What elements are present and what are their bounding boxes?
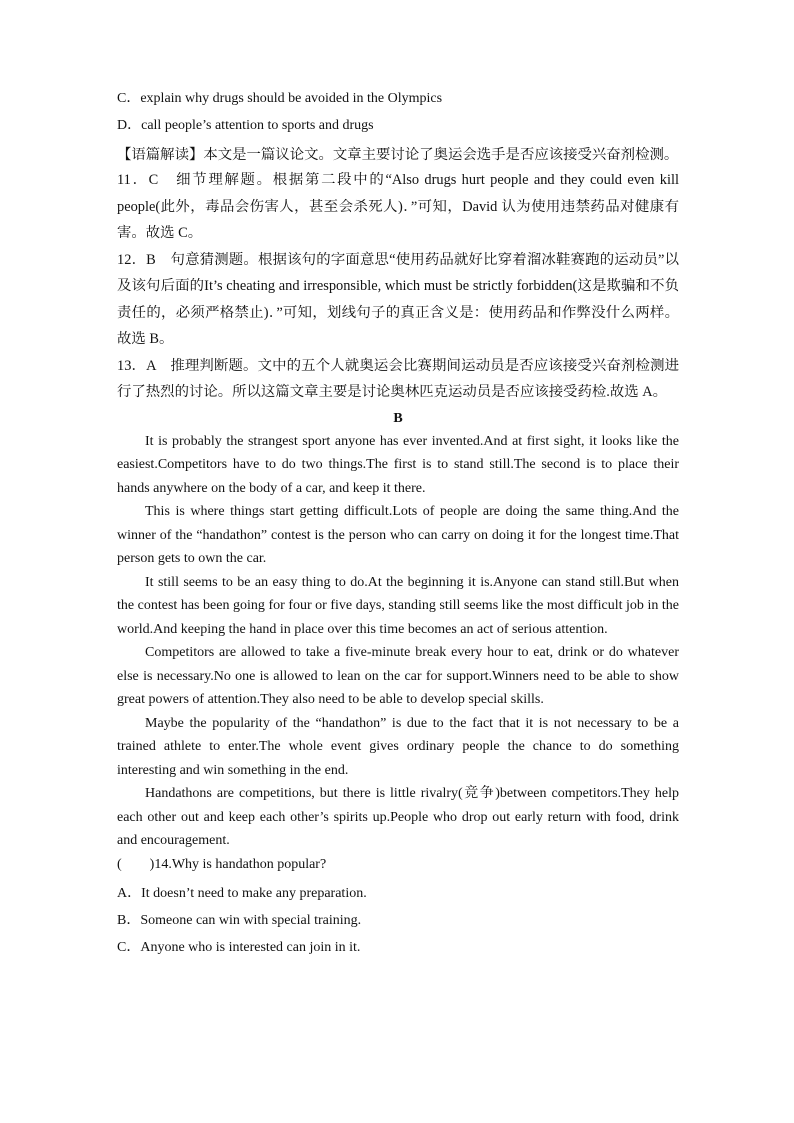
option-d-prev: D．call people’s attention to sports and drugs [117,118,374,133]
analysis-q12: 12．B 句意猜测题。根据该句的字面意思“使用药品就好比穿着溜冰鞋赛跑的运动员”以及该句后面的It’s cheating and irresponsible, which must be strictly forbidden(这是欺骗和不负责任的，必须严格禁止)．”可知，划线句子的真正含义是：使用药品和作弊没什么两样。故选 B。 [117,251,679,347]
question-14-option-b: B．Someone can win with special training. [117,912,362,928]
analysis-intro: 【语篇解读】本文是一篇议论文。文章主要讨论了奥运会选手是否应该接受兴奋剂检测。 [117,147,679,163]
analysis-q13: 13．A 推理判断题。文中的五个人就奥运会比赛期间运动员是否应该接受兴奋剂检测进行了热烈的讨论。所以这篇文章主要是讨论奥林匹克运动员是否应该接受药检.故选 A。 [117,357,679,400]
section-title: B [393,410,403,426]
question-14-option-a: A．It doesn’t need to make any preparation. [117,885,367,901]
question-14-option-c: C．Anyone who is interested can join in it. [117,939,361,955]
document-page [117,92,679,961]
passage-paragraph-6: Handathons are competitions, but there is little rivalry(竞争)between competitors.They help each other out and keep each other’s spirits up.People who drop out early return with food, drink and encouragement. [117,786,679,848]
passage-paragraph-1: It is probably the strangest sport anyone has ever invented.And at first sight, it looks like the easiest.Competitors have to do two things.The first is to stand still.The second is to place their hands anywhere on the body of a car, and keep it there. [117,433,679,496]
analysis-q11: 11．C 细节理解题。根据第二段中的“Also drugs hurt people and they could even kill people(此外，毒品会伤害人，甚至会杀死人)．”可知，David 认为使用违禁药品对健康有害。故选 C。 [117,172,679,241]
passage-paragraph-4: Competitors are allowed to take a five-minute break every hour to eat, drink or do whatever else is necessary.No one is allowed to lean on the car for support.Winners need to be able to show great powers of attention.They also need to be able to develop special skills. [117,645,679,707]
passage-paragraph-2: This is where things start getting difficult.Lots of people are doing the same thing.And the winner of the “handathon” contest is the person who can carry on doing it for the longest time.That person gets to own the car. [117,504,679,566]
passage-paragraph-5: Maybe the popularity of the “handathon” is due to the fact that it is not necessary to be a trained athlete to enter.The whole event gives ordinary people the chance to do something interesting and win something in the end. [117,715,679,778]
question-14-stem: ( )14.Why is handathon popular? [117,856,327,872]
option-c-prev: C．explain why drugs should be avoided in the Olympics [117,91,443,106]
passage-paragraph-3: It still seems to be an easy thing to do.At the beginning it is.Anyone can stand still.But when the contest has been going for four or five days, standing still seems like the most difficult job in the world.And keeping the hand in place over this time becomes an act of serious attention. [117,574,679,637]
